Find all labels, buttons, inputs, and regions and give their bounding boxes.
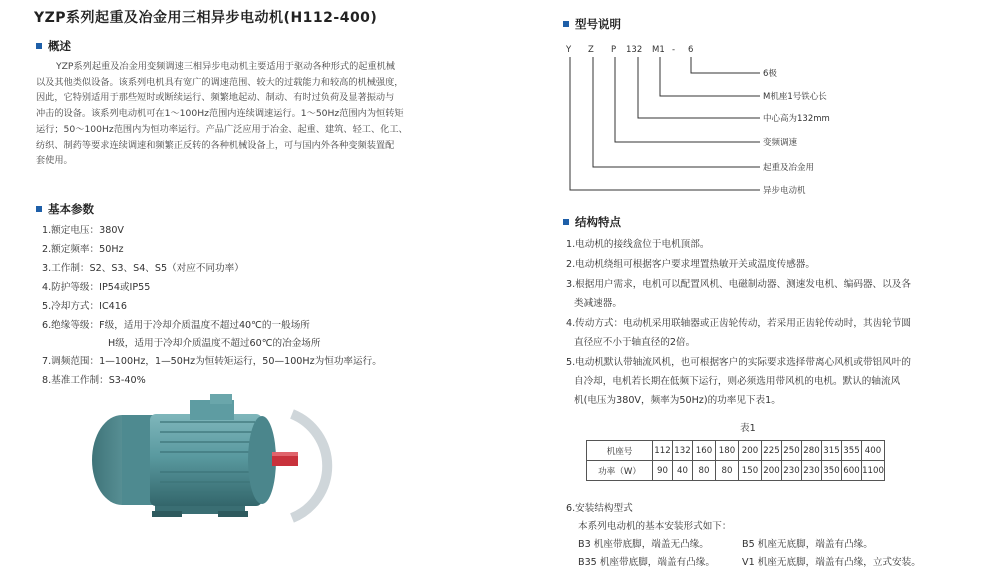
table-cell: 112 bbox=[653, 441, 673, 461]
table-cell: 400 bbox=[862, 441, 885, 461]
motor-image bbox=[80, 392, 350, 530]
table-row bbox=[587, 461, 885, 481]
structure-item: 类减速器。 bbox=[574, 298, 622, 309]
section-bullet-icon bbox=[36, 43, 42, 49]
mounting-item: B3 机座带底脚，端盖无凸缘。 bbox=[578, 539, 709, 550]
overview-line: YZP系列起重及冶金用变频调速三相异步电动机主要适用于驱动各种形式的起重机械 bbox=[56, 61, 396, 72]
overview-heading-label: 概述 bbox=[48, 39, 71, 53]
model-label: 中心高为132mm bbox=[763, 114, 830, 124]
table-cell: 80 bbox=[716, 461, 739, 481]
structure-heading-label: 结构特点 bbox=[575, 215, 621, 229]
structure-item: 机(电压为380V，频率为50Hz)的功率见下表1。 bbox=[574, 395, 781, 406]
section-bullet-icon bbox=[36, 206, 42, 212]
table-cell: 1100 bbox=[862, 461, 885, 481]
table-cell: 230 bbox=[782, 461, 802, 481]
table-cell: 132 bbox=[673, 441, 693, 461]
code-letter: 132 bbox=[626, 45, 643, 55]
table-cell: 355 bbox=[842, 441, 862, 461]
structure-item: 1.电动机的接线盒位于电机顶部。 bbox=[566, 239, 710, 250]
model-heading bbox=[563, 16, 621, 32]
table-cell: 225 bbox=[762, 441, 782, 461]
table-cell: 250 bbox=[782, 441, 802, 461]
overview-line: 套使用。 bbox=[36, 155, 73, 167]
overview-text bbox=[36, 59, 476, 169]
mounting-item: B5 机座无底脚，端盖有凸缘。 bbox=[742, 539, 873, 550]
param-item: 5.冷却方式：IC416 bbox=[42, 301, 127, 312]
structure-item: 4.传动方式：电动机采用联轴器或正齿轮传动，若采用正齿轮传动时，其齿轮节圆 bbox=[566, 318, 911, 329]
model-label: 起重及冶金用 bbox=[763, 163, 815, 173]
model-code-diagram bbox=[560, 38, 880, 198]
table-caption: 表1 bbox=[740, 423, 756, 434]
model-label: M机座1号铁心长 bbox=[763, 92, 827, 102]
table-cell: 600 bbox=[842, 461, 862, 481]
table-cell: 160 bbox=[693, 441, 716, 461]
param-item: 6.绝缘等级：F级，适用于冷却介质温度不超过40℃的一般场所 bbox=[42, 320, 310, 331]
code-letter: M1 bbox=[652, 45, 665, 55]
table-cell: 40 bbox=[673, 461, 693, 481]
overview-line: 冲击的设备。该系列电动机可在1～100Hz范围内连续调速运行。1～50Hz范围内为恒转矩 bbox=[36, 108, 404, 120]
overview-line: 以及其他类似设备。该系列电机具有宽广的调速范围、较大的过载能力和较高的机械强度， bbox=[36, 76, 404, 88]
structure-item: 5.电动机默认带轴流风机，也可根据客户的实际要求选择带离心风机或带铝风叶的 bbox=[566, 357, 911, 368]
structure-item: 2.电动机绕组可根据客户要求埋置热敏开关或温度传感器。 bbox=[566, 259, 815, 270]
param-item: 1.额定电压：380V bbox=[42, 225, 124, 236]
mounting-item: V1 机座无底脚，端盖有凸缘，立式安装。 bbox=[742, 557, 921, 568]
model-label: 变频调速 bbox=[763, 138, 798, 148]
overview-line: 运行；50～100Hz范围内为恒功率运行。产品广泛应用于冶金、起重、建筑、轻工、化工、 bbox=[36, 123, 408, 135]
table-row-header: 机座号 bbox=[587, 441, 653, 461]
structure-heading bbox=[563, 214, 621, 230]
code-letter: Y bbox=[566, 45, 572, 55]
table-cell: 200 bbox=[739, 441, 762, 461]
section-bullet-icon bbox=[563, 219, 569, 225]
section-bullet-icon bbox=[563, 21, 569, 27]
table-cell: 230 bbox=[802, 461, 822, 481]
param-item: 7.调频范围：1—100Hz，1—50Hz为恒转矩运行，50—100Hz为恒功率运行。 bbox=[42, 356, 382, 367]
table-cell: 150 bbox=[739, 461, 762, 481]
structure-item: 3.根据用户需求，电机可以配置风机、电磁制动器、测速发电机、编码器、以及各 bbox=[566, 279, 911, 290]
overview-heading bbox=[36, 38, 71, 54]
model-label: 6极 bbox=[763, 69, 777, 79]
mounting-item: B35 机座带底脚，端盖有凸缘。 bbox=[578, 557, 715, 568]
table-row-header: 功率（W） bbox=[587, 461, 653, 481]
page-title: YZP系列起重及冶金用三相异步电动机(H112-400) bbox=[34, 10, 378, 26]
table-cell: 200 bbox=[762, 461, 782, 481]
table-cell: 350 bbox=[822, 461, 842, 481]
param-item: 2.额定频率：50Hz bbox=[42, 244, 124, 255]
overview-line: 因此，它特别适用于那些短时或断续运行、频繁地起动、制动、有时过负荷及显著振动与 bbox=[36, 92, 395, 104]
table-cell: 90 bbox=[653, 461, 673, 481]
table-cell: 180 bbox=[716, 441, 739, 461]
structure-item: 自冷却，电机若长期在低频下运行，则必须选用带风机的电机。默认的轴流风 bbox=[574, 376, 901, 387]
fan-power-table bbox=[586, 440, 885, 481]
param-item: 3.工作制：S2、S3、S4、S5（对应不同功率） bbox=[42, 263, 244, 274]
code-letter: - bbox=[672, 45, 676, 55]
code-letter: Z bbox=[588, 45, 594, 55]
table-cell: 280 bbox=[802, 441, 822, 461]
model-label: 异步电动机 bbox=[763, 186, 806, 196]
code-letter: 6 bbox=[688, 45, 694, 55]
table-row bbox=[587, 441, 885, 461]
mounting-intro: 本系列电动机的基本安装形式如下： bbox=[578, 521, 732, 532]
param-item: H级，适用于冷却介质温度不超过60℃的冶金场所 bbox=[108, 338, 321, 349]
param-item: 8.基准工作制：S3-40% bbox=[42, 375, 146, 386]
param-item: 4.防护等级：IP54或IP55 bbox=[42, 282, 151, 293]
overview-line: 纺织、制药等要求连续调速和频繁正反转的各种机械设备上，可与国内外各种变频装置配 bbox=[36, 139, 395, 151]
params-heading-label: 基本参数 bbox=[48, 202, 94, 216]
table-cell: 315 bbox=[822, 441, 842, 461]
params-heading bbox=[36, 201, 94, 217]
structure-item: 直径应不小于轴直径的2倍。 bbox=[574, 337, 696, 348]
code-letter: P bbox=[611, 45, 617, 55]
mounting-heading: 6.安装结构型式 bbox=[566, 503, 633, 514]
model-heading-label: 型号说明 bbox=[575, 17, 621, 31]
table-cell: 80 bbox=[693, 461, 716, 481]
